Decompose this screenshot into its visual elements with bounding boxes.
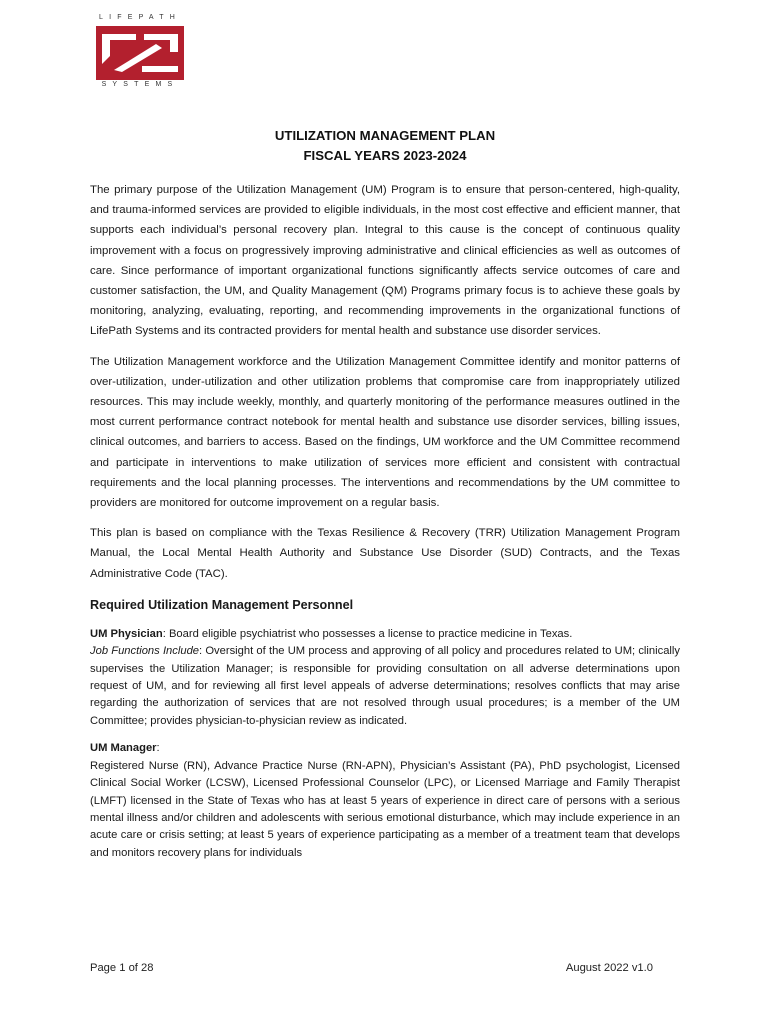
paragraph-compliance: This plan is based on compliance with the Texas Resilience & Recovery (TRR) Utilization Management Program Manual, the Local Mental Health Authority and Substance Use Disorder (SUD) Contracts, and the Texas Administrative Code (TAC). xyxy=(90,527,680,580)
job-functions-label: Job Functions Include xyxy=(90,645,200,658)
role-description: : Board eligible psychiatrist who possesses a license to practice medicine in Texas. xyxy=(162,627,573,640)
lifepath-logo-mark xyxy=(96,26,184,80)
document-version: August 2022 v1.0 xyxy=(565,962,653,974)
role-um-physician xyxy=(90,626,680,730)
page-number: Page 1 of 28 xyxy=(90,962,154,974)
document-title xyxy=(0,126,770,166)
document-body xyxy=(90,180,680,872)
role-colon: : xyxy=(156,742,160,755)
logo-bottom-text: SYSTEMS xyxy=(101,81,179,88)
role-title: UM Manager xyxy=(90,742,157,755)
paragraph-workforce: The Utilization Management workforce and the Utilization Management Committee identify and monitor patterns of over-utilization, under-utilization and other utilization problems that compromise care from inappropriately utilized resources. This may include weekly, monthly, and quarterly monitoring of the performance measures outlined in the most current performance contract notebook for mental health and substance use disorder services, billing issues, clinical outcomes, and barriers to access. Based on the findings, UM workforce and the UM Committee recommend and participate in interventions to make utilization of services more efficient and consistent with contractual requirements and the local planning processes. The interventions and recommendations by the UM committee to providers are monitored for outcome improvement on a regular basis. xyxy=(90,355,680,510)
paragraph-purpose: The primary purpose of the Utilization Management (UM) Program is to ensure that person-centered, high-quality, and trauma-informed services are provided to eligible individuals, in the most cost effective and efficient manner, that supports each individual’s personal recovery plan. Integral to this cause is the concept of continuous quality improvement with a focus on progressively improving administrative and clinical efficiencies as well as outcomes of care. Since performance of important organizational functions significantly affects service outcomes of care and customer satisfaction, the UM, and Quality Management (QM) Programs primary focus is to achieve these goals by monitoring, analyzing, evaluating, reporting, and recommending improvements in the organizational functions of LifePath Systems and its contracted providers for mental health and substance use disorder services. xyxy=(90,184,680,338)
role-description: Registered Nurse (RN), Advance Practice Nurse (RN-APN), Physician’s Assistant (PA), PhD psychologist, Licensed Clinical Social Worker (LCSW), Licensed Professional Counselor (LPC), or Licensed Marriage and Family Therapist (LMFT) licensed in the State of Texas who has at least 5 years of experience in direct care of persons with a serious mental illness and/or children and adolescents with serious emotional disturbance, which may include experience in an acute care or crisis setting; at least 5 years of experience participating as a member of a treatment team that develops and monitors recovery plans for individuals xyxy=(90,759,680,859)
logo-top-text: LIFEPATH xyxy=(98,14,181,21)
role-title: UM Physician xyxy=(90,627,163,640)
role-um-manager xyxy=(90,740,680,862)
section-heading-personnel: Required Utilization Management Personnel xyxy=(90,597,354,612)
title-line-2: FISCAL YEARS 2023-2024 xyxy=(303,148,467,163)
title-line-1: UTILIZATION MANAGEMENT PLAN xyxy=(274,128,496,143)
lifepath-logo xyxy=(90,14,190,92)
job-functions-text: : Oversight of the UM process and approving of all policy and procedures related to UM; clinically supervises the Utilization Manager; is responsible for providing consultation on all adverse determinations upon request of UM, and for reviewing all first level appeals of adverse determinations; resolves conflicts that may arise regarding the authorization of services that are not resolved through usual procedures; is a member of the UM Committee; provides physician-to-physician review as indicated. xyxy=(90,645,680,727)
